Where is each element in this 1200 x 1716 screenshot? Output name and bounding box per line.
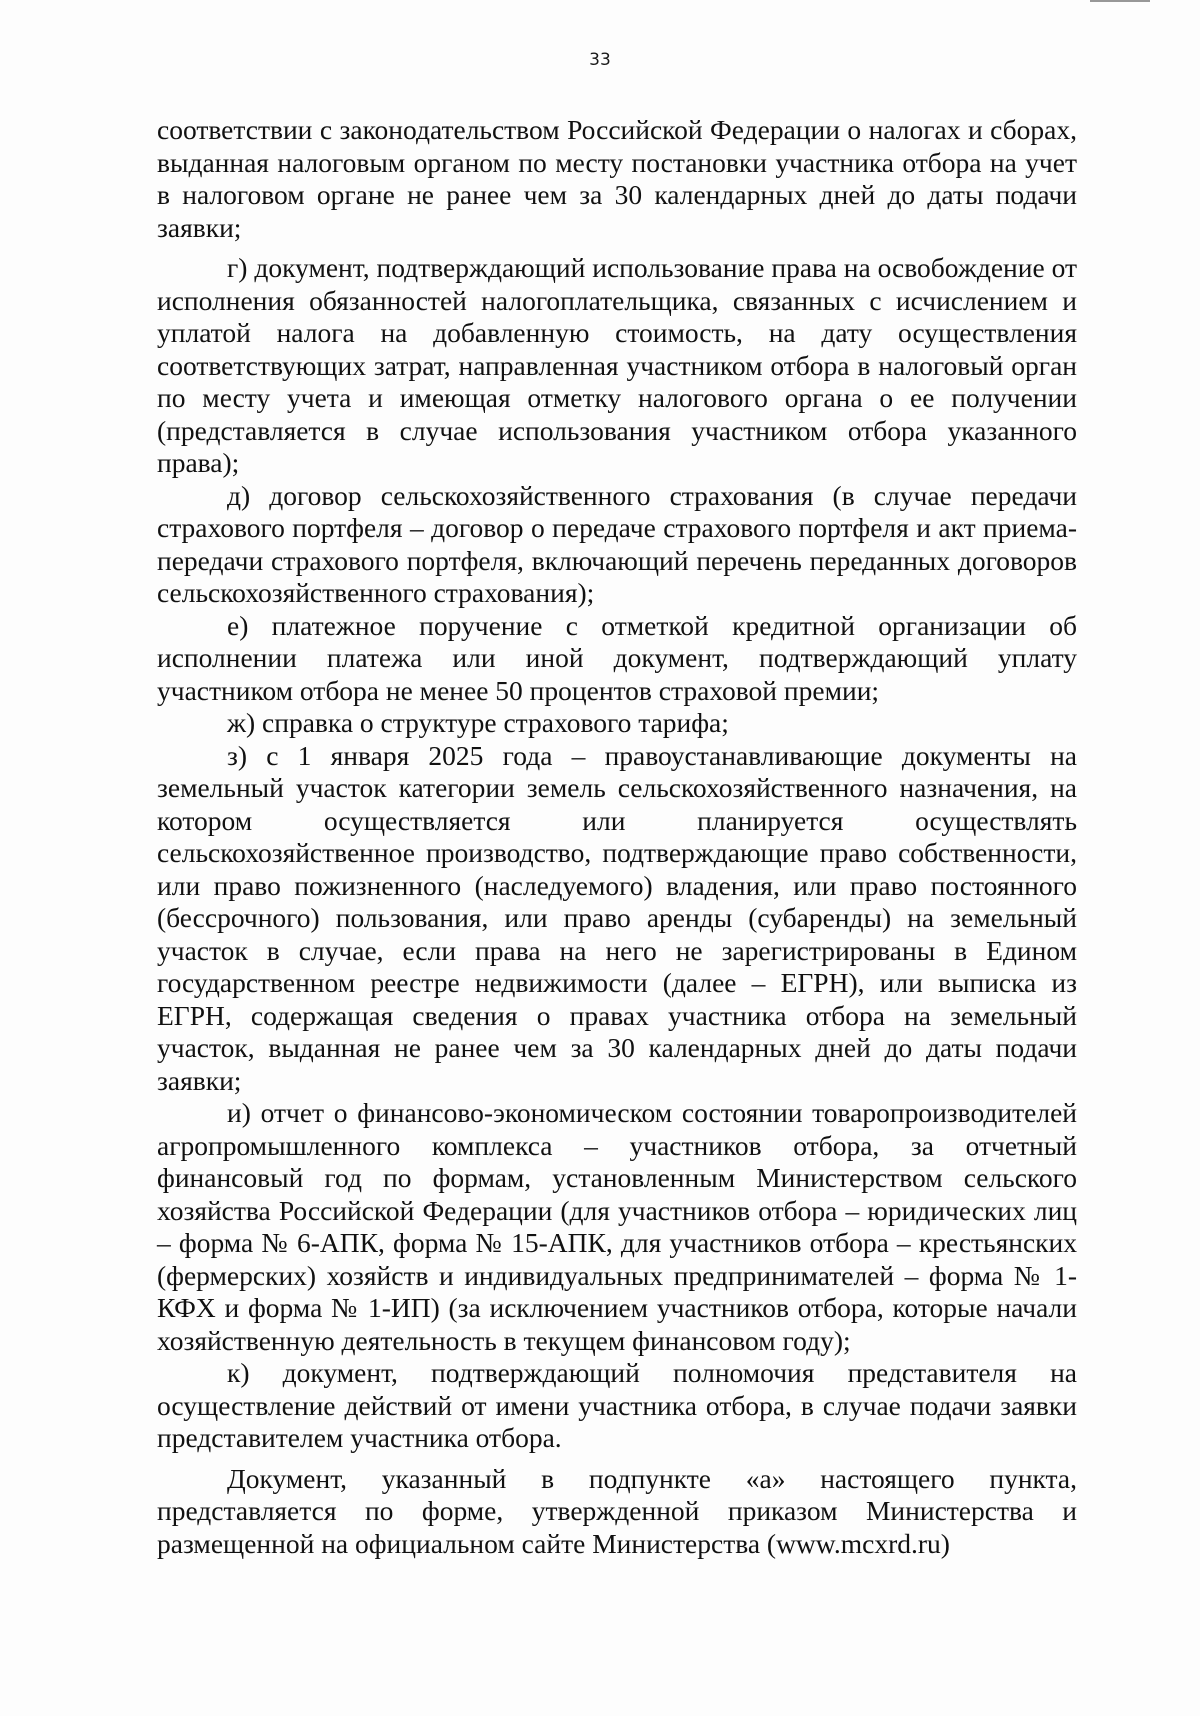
scan-edge-mark bbox=[1090, 0, 1150, 2]
paragraph-item-d: д) договор сельскохозяйственного страхования (в случае передачи страхового портфеля – договор о передаче страхового портфеля и акт приема-передачи страхового портфеля, включающий перечень переданных договоров сельскохозяйственного страхования); bbox=[157, 479, 1077, 608]
paragraph-item-e: е) платежное поручение с отметкой кредитной организации об исполнении платежа или иной документ, подтверждающий уплату участником отбора не менее 50 процентов страховой премии; bbox=[157, 609, 1077, 706]
paragraph-document-note: Документ, указанный в подпункте «а» настоящего пункта, представляется по форме, утвержденной приказом Министерства и размещенной на официальном сайте Министерства (www.mcxrd.ru) bbox=[157, 1462, 1077, 1559]
paragraph-item-i: и) отчет о финансово-экономическом состоянии товаропроизводителей агропромышленного комплекса – участников отбора, за отчетный финансовый год по формам, установленным Министерством сельского хозяйства Российской Федерации (для участников отбора – юридических лиц – форма № 6-АПК, форма № 15-АПК, для участников отбора – крестьянских (фермерских) хозяйств и индивидуальных предпринимателей – форма № 1-КФХ и форма № 1-ИП) (за исключением участников отбора, которые начали хозяйственную деятельность в текущем финансовом году); bbox=[157, 1097, 1077, 1356]
paragraph-item-g: г) документ, подтверждающий использование права на освобождение от исполнения обязанностей налогоплательщика, связанных с исчислением и уплатой налога на добавленную стоимость, на дату осуществления соответствующих затрат, направленная участником отбора в налоговый орган по месту учета и имеющая отметку налогового органа о ее получении (представляется в случае использования участником отбора указанного права); bbox=[157, 252, 1077, 478]
page-number: 33 bbox=[589, 50, 611, 70]
paragraph-item-zh: ж) справка о структуре страхового тарифа; bbox=[227, 707, 729, 738]
paragraph-item-z: з) с 1 января 2025 года – правоустанавливающие документы на земельный участок категории земель сельскохозяйственного назначения, на котором осуществляется или планируется осуществлять сельскохозяйственное производство, подтверждающие право собственности, или право пожизненного (наследуемого) владения, или право постоянного (бессрочного) пользования, или право аренды (субаренды) на земельный участок в случае, если права на него не зарегистрированы в Едином государственном реестре недвижимости (далее – ЕГРН), или выписка из ЕГРН, содержащая сведения о правах участника отбора на земельный участок, выданная не ранее чем за 30 календарных дней до даты подачи заявки; bbox=[157, 739, 1077, 1096]
paragraph-continuation: соответствии с законодательством Российской Федерации о налогах и сборах, выданная налоговым органом по месту постановки участника отбора на учет в налоговом органе не ранее чем за 30 календарных дней до даты подачи заявки; bbox=[157, 114, 1077, 243]
document-body bbox=[157, 114, 1077, 1560]
paragraph-item-k: к) документ, подтверждающий полномочия представителя на осуществление действий от имени участника отбора, в случае подачи заявки представителем участника отбора. bbox=[157, 1357, 1077, 1453]
